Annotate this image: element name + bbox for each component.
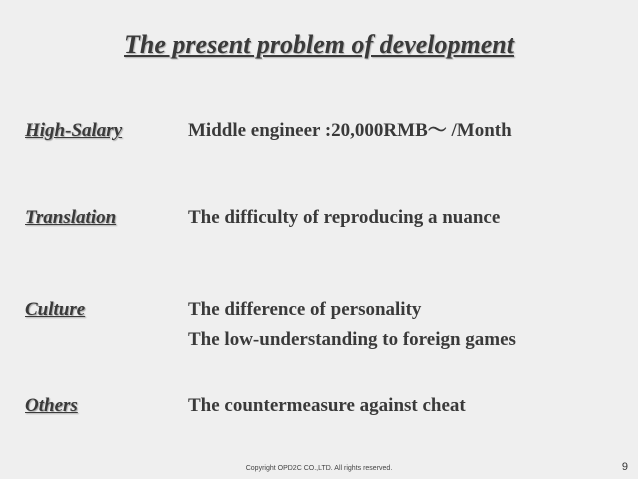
row-label-translation: Translation bbox=[25, 207, 117, 228]
row-label-others: Others bbox=[25, 395, 78, 416]
row-text-high-salary bbox=[188, 116, 512, 146]
row-text-line: Middle engineer :20,000RMB～ /Month bbox=[188, 120, 512, 141]
row-text-culture bbox=[188, 295, 516, 355]
row-text-line: The difficulty of reproducing a nuance bbox=[188, 207, 501, 228]
row-text-line: The countermeasure against cheat bbox=[188, 395, 466, 416]
row-text-others bbox=[188, 391, 466, 421]
page-number: 9 bbox=[621, 461, 628, 473]
row-text-line: The low-understanding to foreign games bbox=[188, 329, 516, 350]
row-text-line: The difference of personality bbox=[188, 299, 422, 320]
slide-title: The present problem of development bbox=[124, 30, 514, 59]
row-label-culture: Culture bbox=[25, 299, 86, 320]
row-label-high-salary: High-Salary bbox=[25, 120, 123, 141]
row-text-translation bbox=[188, 203, 500, 233]
copyright-notice: Copyright OPD2C CO.,LTD. All rights reserved. bbox=[245, 465, 393, 472]
